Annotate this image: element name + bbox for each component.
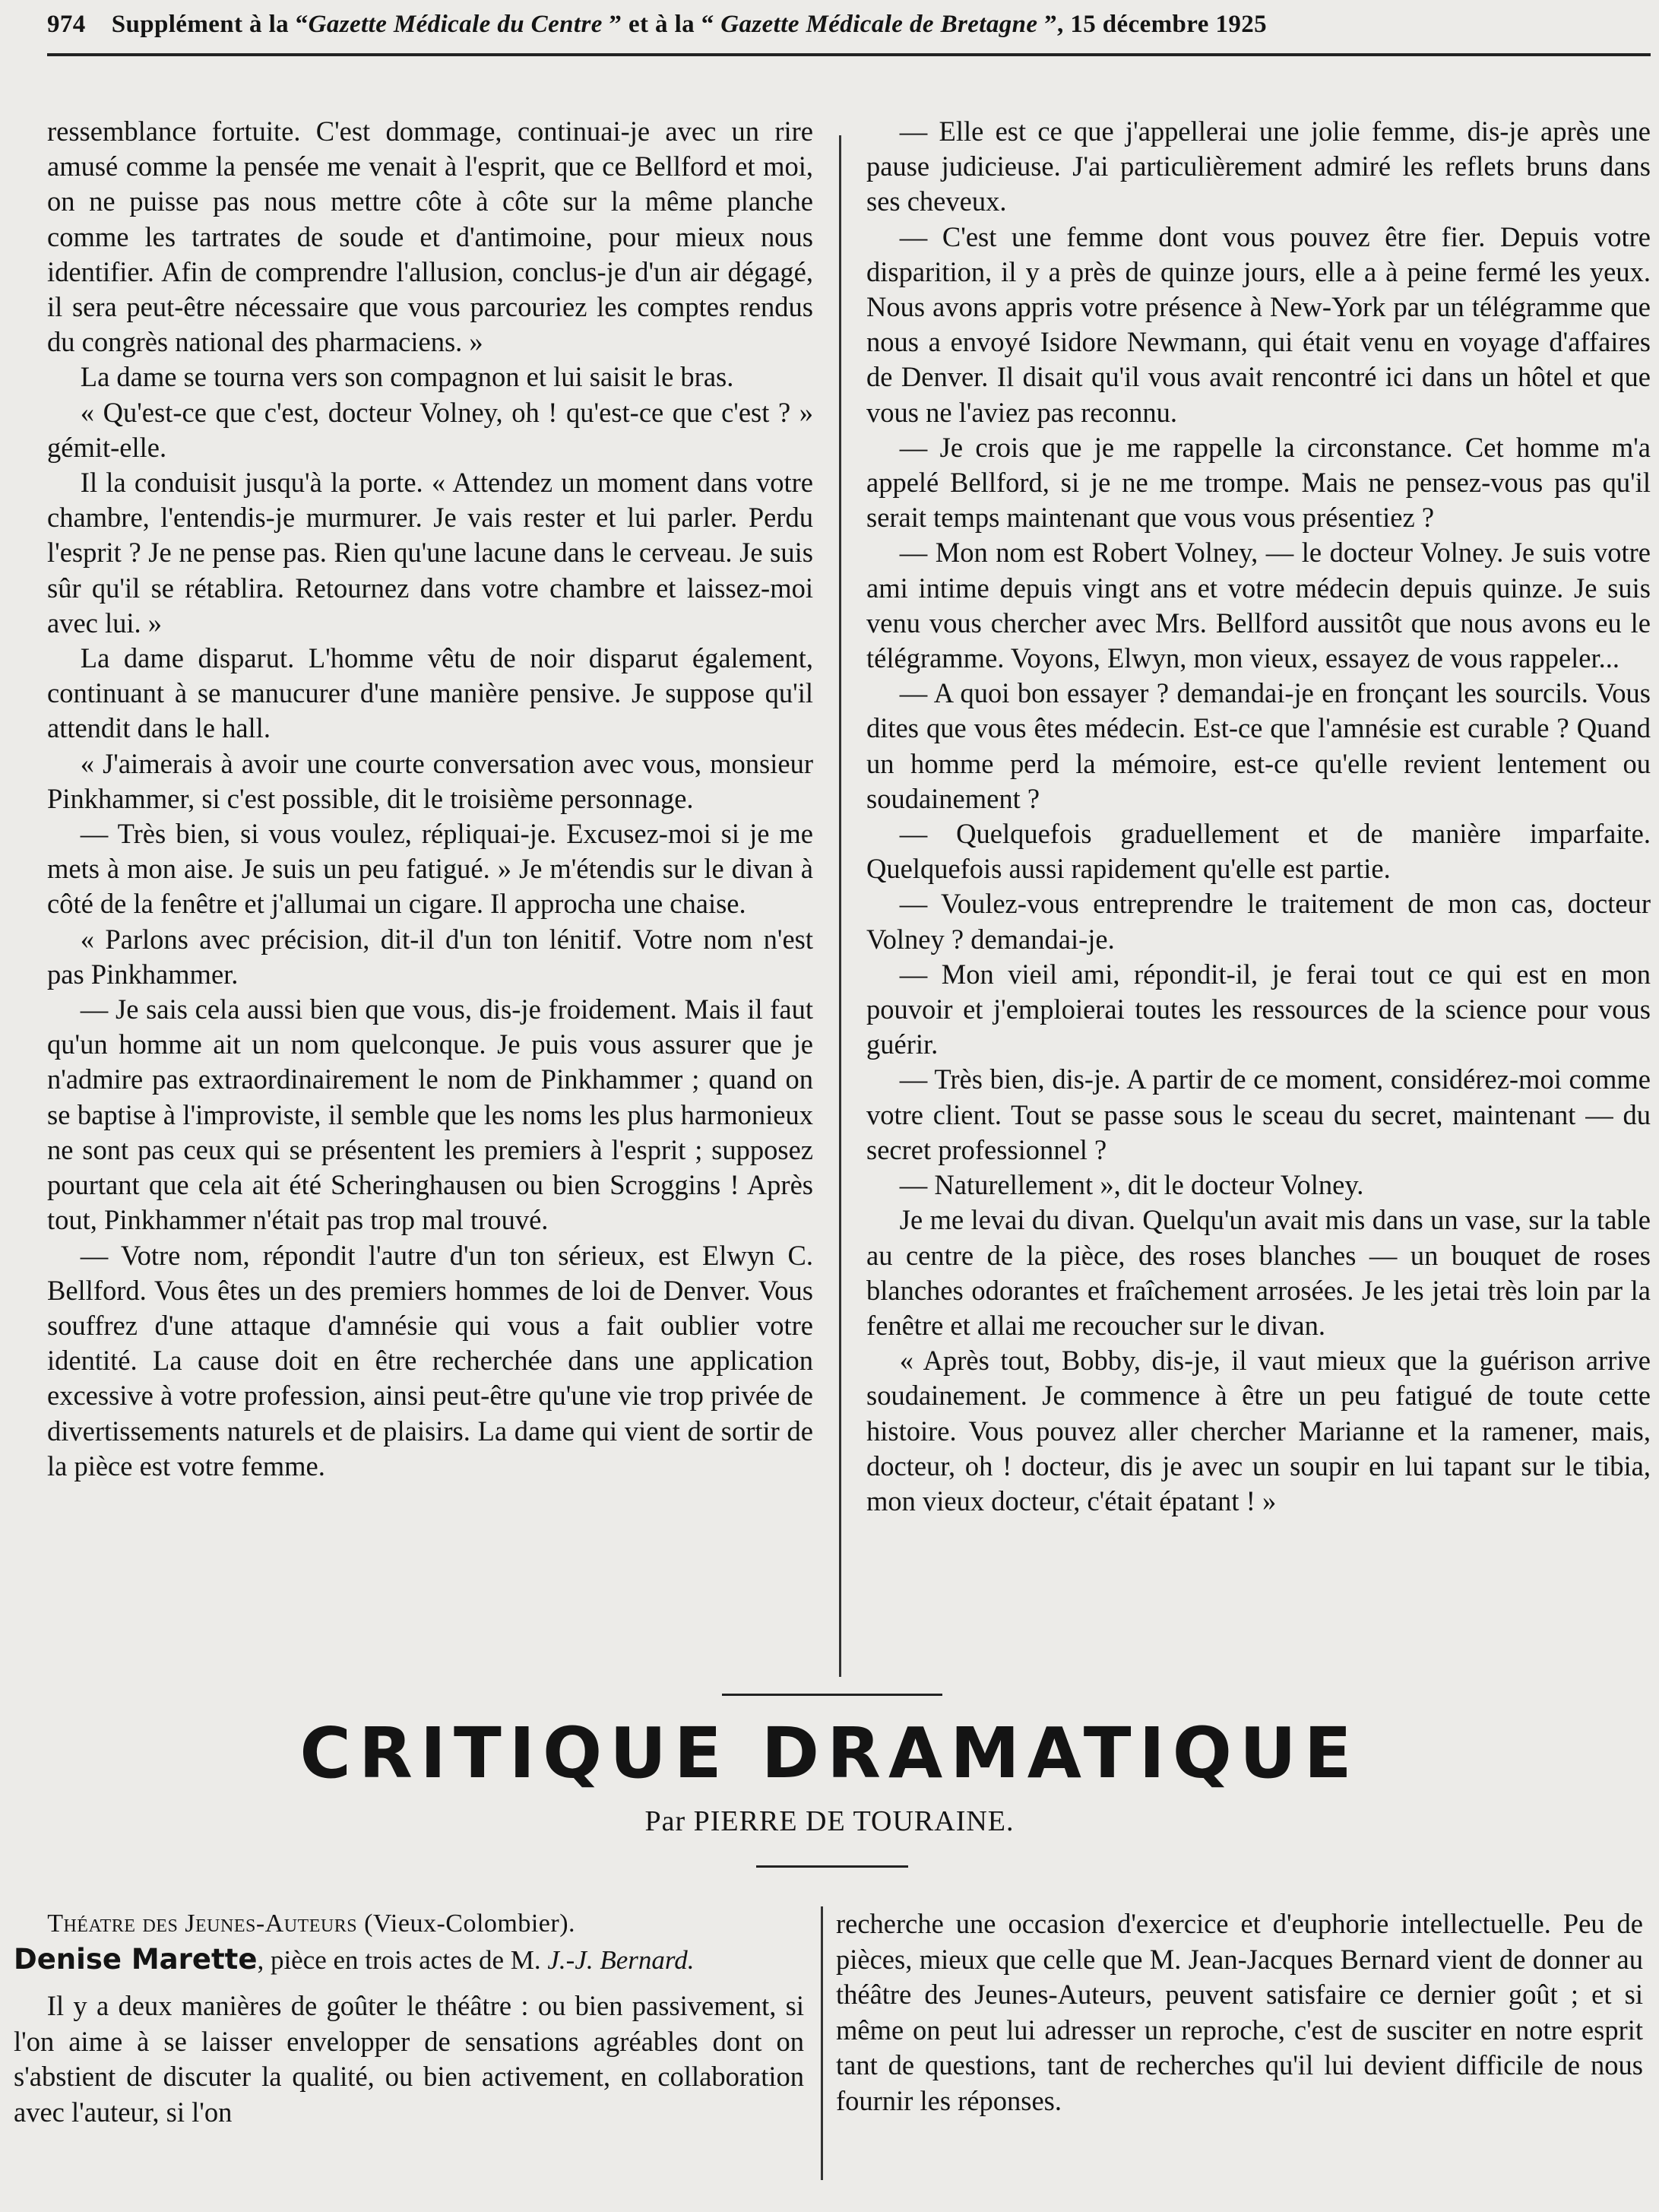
paragraph: — Je crois que je me rappelle la circonstance. Cet homme m'a appelé Bellford, si je ne me trompe. Mais ne pensez-vous pas qu'il serait temps maintenant que vous vous présentiez ? — [866, 431, 1651, 534]
paragraph: — Elle est ce que j'appellerai une jolie femme, dis-je après une pause judicieuse. J'ai particulièrement admiré les reflets bruns dans ses cheveux. — [866, 116, 1651, 217]
review-column-left — [14, 1906, 804, 2130]
paragraph: La dame se tourna vers son compagnon et lui saisit le bras. — [80, 361, 734, 393]
header-connector: ” et à la “ — [602, 11, 721, 38]
play-title: Denise Marette — [14, 1942, 258, 1976]
paragraph: recherche une occasion d'exercice et d'euphorie intellectuelle. Peu de pièces, mieux que celle que M. Jean-Jacques Bernard vient de donner au théâtre des Jeunes-Auteurs, peuvent satisfaire ce dernier goût ; et si même on peut lui adresser un reproche, c'est de susciter en notre esprit tant de questions, tant de recherches qu'il lui devient difficile de nous fournir les réponses. — [836, 1908, 1643, 2116]
spacer — [14, 1978, 804, 1989]
running-header — [47, 8, 1613, 41]
theatre-venue: (Vieux-Colombier). — [357, 1909, 576, 1938]
column-divider — [821, 1906, 823, 2180]
paragraph: Je me levai du divan. Quelqu'un avait mis dans un vase, sur la table au centre de la pièce, des roses blanches — un bouquet de roses blanches odorantes et fraîchement arrosées. Je les jetai très loin par la fenêtre et allai me recoucher sur le divan. — [866, 1204, 1651, 1341]
paragraph: — Très bien, si vous voulez, répliquai-je. Excusez-moi si je me mets à mon aise. Je suis un peu fatigué. » Je m'étendis sur le divan à côté de la fenêtre et j'allumai un cigare. Il approcha une chaise. — [47, 818, 813, 920]
review-column-right — [836, 1906, 1643, 2119]
paragraph: — Quelquefois graduellement et de manière imparfaite. Quelquefois aussi rapidement qu'elle est partie. — [866, 818, 1651, 885]
header-prefix: Supplément à la “ — [111, 11, 309, 38]
paragraph: — A quoi bon essayer ? demandai-je en fronçant les sourcils. Vous dites que vous êtes médecin. Est-ce que l'amnésie est curable ? Quand un homme perd la mémoire, est-ce qu'elle revient lentement ou soudainement ? — [866, 677, 1651, 814]
paragraph: La dame disparut. L'homme vêtu de noir disparut également, continuant à se manucurer d'une manière pensive. Je suppose qu'il attendit dans le hall. — [47, 642, 813, 744]
journal-title-bretagne: Gazette Médicale de Bretagne — [720, 11, 1038, 38]
story-column-right — [866, 114, 1651, 1519]
paragraph: — Mon nom est Robert Volney, — le docteur Volney. Je suis votre ami intime depuis vingt ans et votre médecin depuis quinze. Je suis venu vous chercher avec Mrs. Bellford aussitôt que nous avons eu le télégramme. Voyons, Elwyn, mon vieux, essayez de vous rappeler... — [866, 537, 1651, 674]
paragraph: — Naturellement », dit le docteur Volney. — [899, 1169, 1364, 1201]
paragraph: « Parlons avec précision, dit-il d'un ton lénitif. Votre nom n'est pas Pinkhammer. — [47, 923, 813, 990]
paragraph: Il la conduisit jusqu'à la porte. « Attendez un moment dans votre chambre, l'entendis-je murmurer. Je vais rester et lui parler. Perdu l'esprit ? Je ne pense pas. Rien qu'une lacune dans le cerveau. Je suis sûr qu'il se rétablira. Retournez dans votre chambre et laissez-moi avec lui. » — [47, 467, 813, 639]
theatre-line — [14, 1906, 804, 1942]
paragraph: « Après tout, Bobby, dis-je, il vaut mieux que la guérison arrive soudainement. Je commence à être un peu fatigué de toute cette histoire. Vous pouvez aller chercher Marianne et la ramener, mais, docteur, oh ! docteur, dis je avec un soupir en lui tapant sur le tibia, mon vieux docteur, c'était épatant ! » — [866, 1345, 1651, 1516]
paragraph: — C'est une femme dont vous pouvez être fier. Depuis votre disparition, il y a près de quinze jours, elle a à peine fermé les yeux. Nous avons appris votre présence à New-York par un télégramme que nous a envoyé Isidore Newmann, qui était venu en voyage d'affaires de Denver. Il disait qu'il vous avait rencontré ici dans un hôtel et que vous ne l'aviez pas reconnu. — [866, 220, 1651, 428]
play-author: J.-J. Bernard. — [547, 1944, 695, 1975]
header-rule — [47, 53, 1651, 56]
paragraph: — Je sais cela aussi bien que vous, dis-je froidement. Mais il faut qu'un homme ait un nom quelconque. Je puis vous assurer que je n'admire pas extraordinairement le nom de Pinkhammer ; quand on se baptise à l'improviste, il semble que les noms les plus harmonieux ne sont pas ceux qui se présentent les premiers à l'esprit ; supposez pourtant que cela ait été Scheringhausen ou bien Scroggins ! Après tout, Pinkhammer n'était pas trop mal trouvé. — [47, 993, 813, 1236]
paragraph: — Très bien, dis-je. A partir de ce moment, considérez-moi comme votre client. Tout se passe sous le sceau du secret, maintenant — du secret professionnel ? — [866, 1063, 1651, 1165]
play-line — [14, 1942, 804, 1979]
paragraph: « J'aimerais à avoir une courte conversation avec vous, monsieur Pinkhammer, si c'est possible, dit le troisième personnage. — [47, 747, 813, 814]
section-title: CRITIQUE DRAMATIQUE — [299, 1713, 1360, 1794]
paragraph: Il y a deux manières de goûter le théâtre : ou bien passivement, si l'on aime à se laisser envelopper de sensations agréables dont on s'abstient de discuter la qualité, ou bien activement, en collaboration avec l'auteur, si l'on — [14, 1990, 804, 2128]
paragraph: — Votre nom, répondit l'autre d'un ton sérieux, est Elwyn C. Bellford. Vous êtes un des premiers hommes de loi de Denver. Vous souffrez d'une attaque d'amnésie qui vous a fait oublier votre identité. La cause doit en être recherchée dans une application excessive à votre profession, ainsi peut-être qu'une vie trop privée de divertissements naturels et de plaisirs. La dame qui vient de sortir de la pièce est votre femme. — [47, 1239, 813, 1482]
journal-title-centre: Gazette Médicale du Centre — [308, 11, 603, 38]
paragraph: ressemblance fortuite. C'est dommage, continuai-je avec un rire amusé comme la pensée me venait à l'esprit, que ce Bellford et moi, on ne puisse pas nous mettre côte à côte sur la même planche comme les tartrates de soude et d'antimoine, pour mieux nous identifier. Afin de comprendre l'allusion, conclus-je d'un air dégagé, il sera peut-être nécessaire que vous parcouriez les comptes rendus du congrès national des pharmaciens. » — [47, 116, 813, 358]
paragraph: « Qu'est-ce que c'est, docteur Volney, oh ! qu'est-ce que c'est ? » gémit-elle. — [47, 396, 813, 463]
header-date: ”, 15 décembre 1925 — [1037, 11, 1268, 38]
play-description: , pièce en trois actes de M. — [257, 1944, 548, 1975]
paragraph: — Mon vieil ami, répondit-il, je ferai tout ce qui est en mon pouvoir et j'emploierai toutes les ressources de la science pour vous guérir. — [866, 958, 1651, 1060]
page-number: 974 — [47, 11, 86, 38]
theatre-name: Théatre des Jeunes-Auteurs — [47, 1909, 358, 1938]
byline-rule — [756, 1865, 908, 1868]
byline: Par PIERRE DE TOURAINE. — [644, 1805, 1015, 1837]
story-column-left — [47, 114, 813, 1484]
paragraph: — Voulez-vous entreprendre le traitement de mon cas, docteur Volney ? demandai-je. — [866, 888, 1651, 955]
column-divider — [839, 135, 841, 1677]
section-separator-rule — [722, 1694, 942, 1696]
